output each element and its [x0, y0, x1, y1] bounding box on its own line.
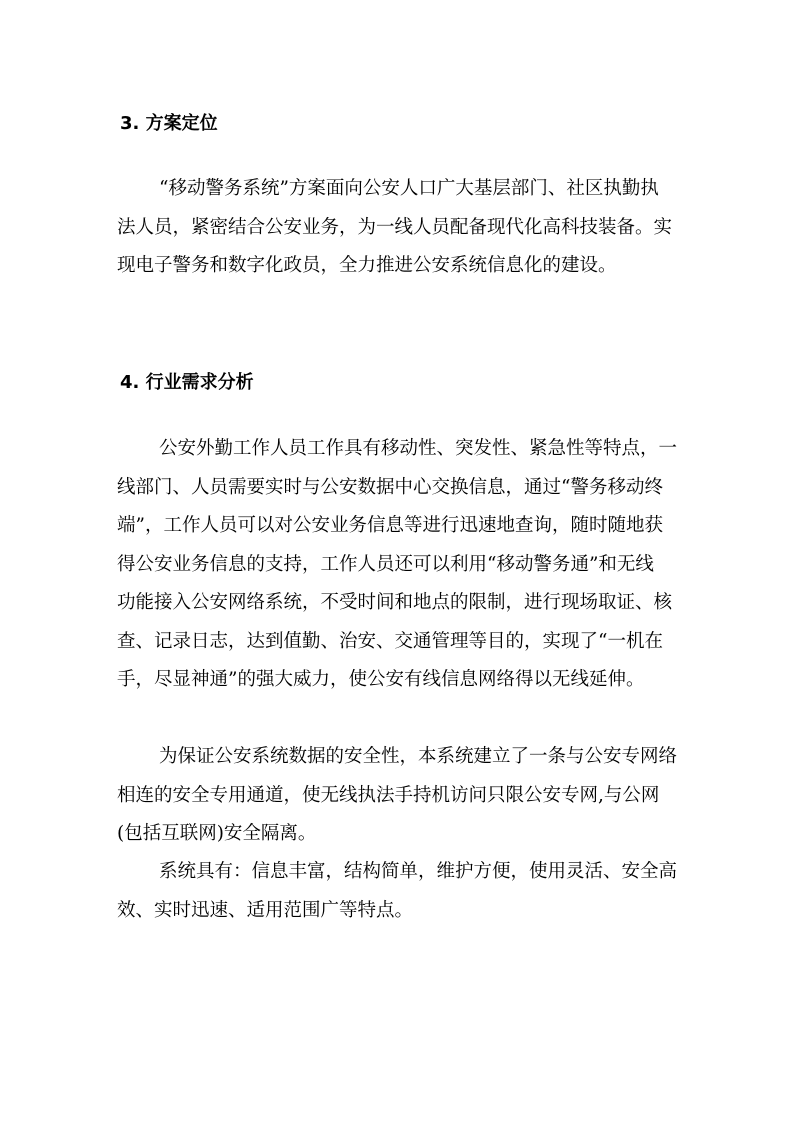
section-4-paragraph-2 — [117, 738, 687, 854]
paragraph-line: 为保证公安系统数据的安全性，本系统建立了一条与公安专网络 — [159, 746, 678, 767]
section-3-heading: 3. 方案定位 — [120, 113, 218, 134]
paragraph-line: 查、记录日志，达到值勤、治安、交通管理等目的，实现了“一机在 — [117, 630, 663, 652]
paragraph-line: 功能接入公安网络系统，不受时间和地点的限制，进行现场取证、核 — [117, 592, 673, 613]
section-4-paragraph-1 — [117, 430, 687, 700]
paragraph-line: 相连的安全专用通道，使无线执法手持机访问只限公安专网,与公网 — [117, 784, 660, 806]
section-4-heading: 4. 行业需求分析 — [120, 372, 254, 393]
paragraph-line: 端”，工作人员可以对公安业务信息等进行迅速地查询，随时随地获 — [117, 515, 663, 536]
paragraph-line: 得公安业务信息的支持，工作人员还可以利用“移动警务通”和无线 — [117, 553, 654, 575]
paragraph-line: (包括互联网)安全隔离。 — [117, 823, 317, 844]
paragraph-line: 现电子警务和数字化政员，全力推进公安系统信息化的建设。 — [117, 255, 617, 276]
paragraph-line: “移动警务系统”方案面向公安人口广大基层部门、社区执勤执 — [159, 178, 659, 199]
section-3-paragraph — [117, 170, 687, 286]
paragraph-line: 效、实时迅速、适用范围广等特点。 — [117, 899, 414, 921]
paragraph-line: 手，尽显神通”的强大威力，使公安有线信息网络得以无线延伸。 — [117, 669, 645, 690]
paragraph-line: 系统具有：信息丰富，结构简单，维护方便，使用灵活、安全高 — [159, 861, 678, 882]
paragraph-line: 线部门、人员需要实时与公安数据中心交换信息，通过“警务移动终 — [117, 476, 663, 498]
paragraph-line: 法人员，紧密结合公安业务，为一线人员配备现代化高科技装备。实 — [117, 216, 673, 238]
paragraph-line: 公安外勤工作人员工作具有移动性、突发性、紧急性等特点，一 — [159, 438, 678, 459]
section-4-paragraph-3 — [117, 853, 687, 930]
